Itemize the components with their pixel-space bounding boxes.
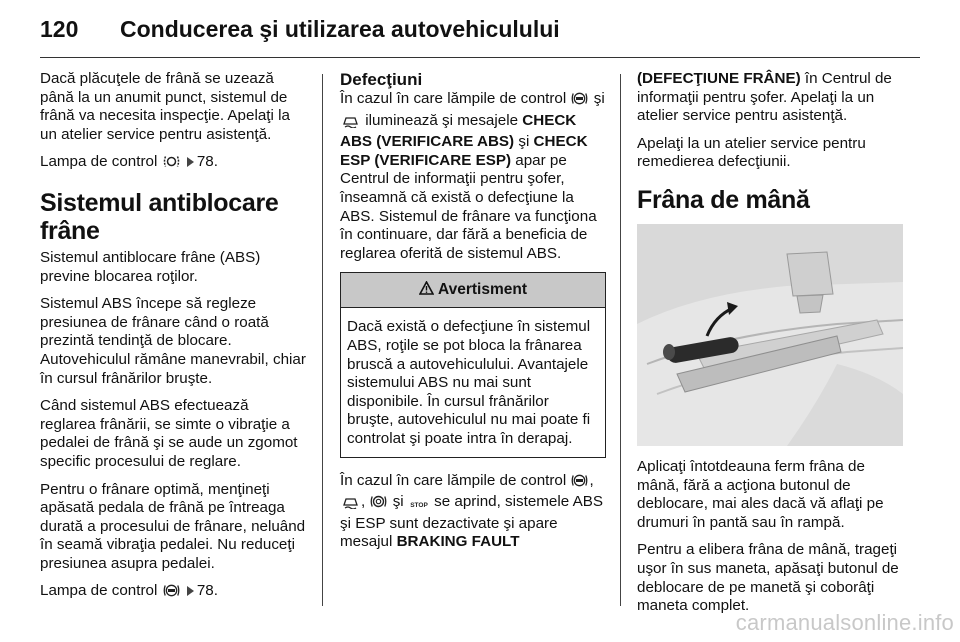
- column-1: [40, 70, 308, 613]
- stop-icon-label: STOP: [410, 502, 428, 510]
- handbrake-drawing: [637, 224, 903, 446]
- lamp-reference: Lampa de control 78.: [40, 153, 308, 175]
- paragraph: Pentru a elibera frâna de mână, trageţi uşor în sus maneta, apăsaţi butonul de deblocare de pe manetă şi coborâţi maneta complet.: [637, 541, 899, 615]
- section-heading: Sistemul antiblocare frâne: [40, 188, 279, 245]
- page-reference[interactable]: 78.: [196, 582, 218, 600]
- warning-title: Avertisment: [437, 281, 527, 299]
- paragraph: Pentru o frânare optimă, menţineţi apăsată pedala de frână pe întreaga durată a procesului de frânare, neluând în seamă vibraţia pedalei. Nu reduceţi presiunea asupra pedalei.: [40, 480, 306, 572]
- paragraph: Sistemul ABS începe să regleze presiunea de frânare când o roată prezintă tendinţă de blocare. Autovehiculul rămâne manevrabil, chiar în cursul frânărilor bruşte.: [40, 295, 306, 387]
- column-divider: [322, 74, 323, 606]
- header-rule: [40, 57, 920, 58]
- paragraph: (DEFECŢIUNE FRÂNE) în Centrul de informaţii pentru şofer. Apelaţi la un atelier service pentru asistenţă.: [637, 70, 892, 125]
- column-3: [637, 70, 907, 625]
- warning-body: Dacă există o defecţiune în sistemul ABS, roţile se pot bloca la frânarea bruscă a autovehiculului. Avantajele sistemului ABS nu mai sunt disponibile. În cursul frânărilor bruşte, autovehiculul nu mai poate fi controlat şi poate intra în derapaj.: [347, 318, 591, 447]
- abs-lamp-icon: [571, 91, 588, 112]
- esp-lamp-icon: [341, 495, 360, 515]
- brake-pad-wear-icon: [163, 154, 180, 175]
- paragraph: În cazul în care lămpile de control , , şi STOP se aprind, sistemele ABS şi ESP sunt dezactivate şi apare mesajul BRAKING FAULT: [340, 471, 603, 551]
- warning-triangle-icon: [419, 281, 434, 301]
- paragraph: Când sistemul ABS efectuează reglarea frânării, se simte o vibraţie a pedalei de frână şi se aude un zgomot specific procesului de reglare.: [40, 397, 298, 470]
- page-reference[interactable]: 78.: [196, 153, 218, 171]
- paragraph: Sistemul antiblocare frâne (ABS) previne blocarea roţilor.: [40, 248, 261, 285]
- paragraph: Apelaţi la un atelier service pentru remedierea defecţiunii.: [637, 134, 866, 171]
- warning-header: [341, 273, 605, 308]
- page-header: [40, 8, 920, 52]
- stop-icon: [409, 496, 429, 515]
- esp-lamp-icon: [341, 114, 360, 134]
- lamp-reference: Lampa de control 78.: [40, 582, 308, 604]
- column-divider: [620, 74, 621, 606]
- abs-lamp-icon: [571, 473, 588, 494]
- handbrake-illustration: [637, 224, 903, 446]
- page-reference-icon: [187, 586, 194, 596]
- page-number: 120: [40, 16, 79, 42]
- watermark: carmanualsonline.info: [735, 610, 954, 635]
- paragraph: Aplicaţi întotdeauna ferm frâna de mână, fără a acţiona butonul de deblocare, mai ales dacă vă aflaţi pe drumuri în pantă sau în rampă.: [637, 457, 884, 531]
- paragraph: În cazul în care lămpile de control şi iluminează şi mesajele CHECK ABS (VERIFICARE ABS) şi CHECK ESP (VERIFICARE ESP) apar pe Centrul de informaţii pentru şofer, înseamnă că există o defecţiune la ABS. Sistemul de frânare va funcţiona în continuare, dar fără a beneficia de reglarea oferită de sistemul ABS.: [340, 90, 605, 262]
- subsection-heading: Defecţiuni: [340, 70, 423, 89]
- warning-box: [340, 272, 606, 457]
- section-heading: Frâna de mână: [637, 185, 810, 214]
- brake-system-icon: [370, 494, 387, 515]
- column-2: [340, 70, 606, 561]
- running-title: Conducerea şi utilizarea autovehiculului: [120, 16, 560, 42]
- page-reference-icon: [187, 157, 194, 167]
- paragraph: Dacă plăcuţele de frână se uzează până la un anumit punct, sistemul de frână va necesita inspecţie. Apelaţi la un atelier service pentru asistenţă.: [40, 70, 290, 143]
- abs-lamp-icon: [163, 583, 180, 604]
